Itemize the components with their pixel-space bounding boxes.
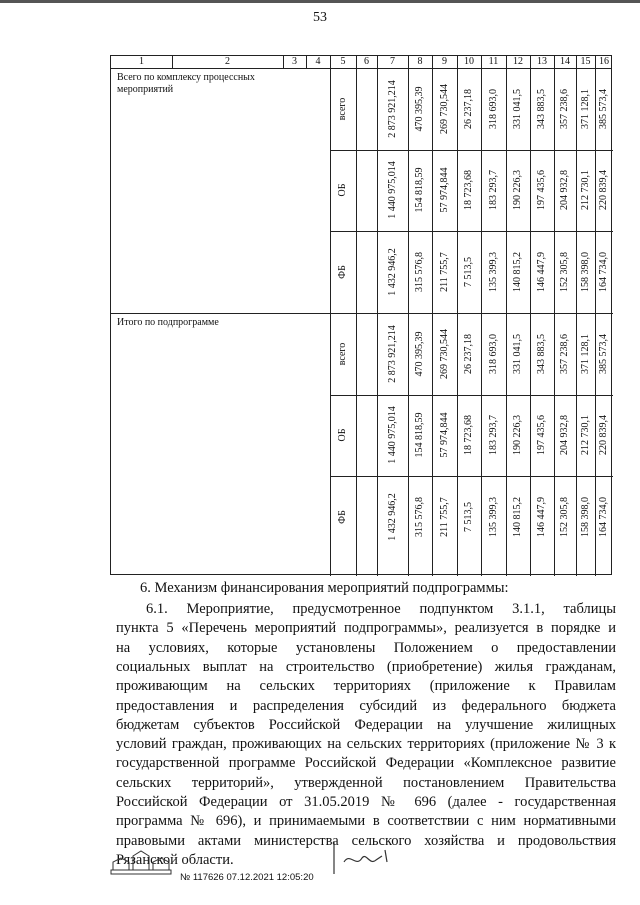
header-col-15: 15 (580, 56, 591, 67)
value-cell: 152 305,8 (559, 496, 570, 537)
value-cell: 57 974,844 (438, 167, 450, 213)
paragraph-line: правовыми актами министерства сельского хозяйства и продовольствия (116, 832, 616, 849)
table-header-row (111, 56, 611, 69)
paragraph-line: Рязанской области. (116, 851, 234, 868)
row-divider (330, 150, 613, 151)
paragraph-line: сельских территорий», утвержденной постановлением Правительства (116, 774, 616, 791)
value-cell: 26 237,18 (463, 333, 474, 374)
row-divider (330, 231, 613, 232)
value-cell: 190 226,3 (512, 170, 523, 211)
value-cell: 154 818,59 (414, 412, 425, 458)
header-col-11: 11 (488, 56, 499, 67)
header-col-7: 7 (390, 56, 395, 67)
col-divider (306, 56, 307, 68)
value-cell: 164 734,0 (598, 251, 609, 292)
paragraph-line: условий граждан, проживающих на сельских территориях (приложение № 3 к (116, 736, 616, 753)
value-cell: 18 723,68 (463, 415, 474, 456)
header-col-1: 1 (139, 56, 144, 67)
header-col-6: 6 (364, 56, 369, 67)
value-cell: 140 815,2 (512, 251, 523, 292)
value-cell: 269 730,544 (438, 328, 450, 379)
value-cell: 197 435,6 (536, 415, 547, 456)
value-cell: 183 293,7 (487, 415, 499, 456)
value-cell: 269 730,544 (438, 83, 450, 134)
paragraph-line: социальных выплат на строительство (приобретение) жилья гражданам, (116, 658, 616, 675)
value-cell: 315 576,8 (414, 251, 425, 292)
financing-table (110, 55, 612, 575)
value-cell: 371 128,1 (579, 333, 591, 374)
paragraph-line: бюджетам субъектов Российской Федерации на улучшение жилищных (116, 716, 616, 733)
document-footer: № 117626 07.12.2021 12:05:20 (180, 872, 314, 883)
col-divider (457, 56, 458, 576)
col-divider (481, 56, 482, 576)
paragraph-line: 6.1. Мероприятие, предусмотренное подпунктом 3.1.1, таблицы (146, 601, 616, 617)
header-col-9: 9 (442, 56, 447, 67)
value-cell: 1 432 946,2 (386, 493, 398, 541)
col-divider (377, 56, 378, 576)
value-cell: 1 440 975,014 (386, 406, 398, 464)
group-label: Всего по комплексу процессных мероприятий (117, 72, 255, 95)
value-cell: 135 399,3 (487, 251, 499, 292)
value-cell: 146 447,9 (536, 496, 547, 537)
value-cell: 164 734,0 (598, 496, 609, 537)
value-cell: 26 237,18 (463, 88, 474, 129)
emblem-stamp-icon (107, 848, 173, 876)
row-divider (330, 395, 613, 396)
value-cell: 183 293,7 (487, 170, 499, 211)
value-cell: 146 447,9 (536, 251, 547, 292)
col-divider (530, 56, 531, 576)
value-cell: 152 305,8 (559, 251, 570, 292)
col-divider (356, 56, 357, 576)
group-label: Итого по подпрограмме (117, 317, 219, 328)
value-cell: 190 226,3 (512, 415, 523, 456)
value-cell: 357 238,6 (559, 88, 570, 129)
col-divider (330, 56, 331, 576)
value-cell: 220 839,4 (598, 415, 609, 456)
value-cell: 331 041,5 (512, 333, 523, 374)
paragraph-line: проживающим на сельских территориях (приложение к Правилам (116, 678, 616, 695)
header-col-14: 14 (560, 56, 570, 67)
top-scan-edge (0, 0, 640, 3)
source-label: ОБ (337, 183, 348, 197)
header-col-16: 16 (599, 56, 609, 67)
value-cell: 140 815,2 (512, 496, 523, 537)
value-cell: 343 883,5 (536, 88, 547, 129)
paragraph-line: программа № 696), и принимаемыми в соответствии с ним нормативными (116, 813, 616, 830)
header-col-8: 8 (417, 56, 423, 67)
paragraph-line: предоставления и распределения субсидий из федерального бюджета (116, 697, 616, 714)
value-cell: 212 730,1 (579, 415, 591, 456)
source-label: всего (337, 342, 348, 366)
header-col-12: 12 (513, 56, 523, 67)
value-cell: 1 440 975,014 (386, 161, 398, 219)
paragraph-line: Российской Федерации от 31.05.2019 № 696 (далее - государственная (116, 794, 616, 810)
value-cell: 135 399,3 (487, 496, 499, 537)
value-cell: 7 513,5 (463, 256, 474, 287)
value-cell: 357 238,6 (559, 333, 570, 374)
header-col-3: 3 (292, 56, 297, 67)
group-divider (111, 313, 613, 314)
col-divider (554, 56, 555, 576)
value-cell: 212 730,1 (579, 170, 591, 211)
value-cell: 7 513,5 (463, 501, 474, 532)
value-cell: 204 932,8 (559, 415, 570, 456)
section-heading: 6. Механизм финансирования мероприятий подпрограммы: (140, 580, 509, 596)
col-divider (432, 56, 433, 576)
value-cell: 470 395,39 (414, 331, 425, 377)
value-cell: 318 693,0 (487, 333, 499, 374)
row-divider (330, 476, 613, 477)
value-cell: 1 432 946,2 (386, 248, 398, 296)
header-col-10: 10 (464, 56, 474, 67)
value-cell: 154 818,59 (414, 167, 425, 213)
value-cell: 318 693,0 (487, 88, 499, 129)
source-label: ОБ (337, 428, 348, 442)
col-divider (576, 56, 577, 576)
value-cell: 18 723,68 (463, 170, 474, 211)
value-cell: 211 755,7 (438, 251, 450, 292)
header-col-5: 5 (340, 56, 346, 67)
value-cell: 158 398,0 (579, 251, 591, 292)
value-cell: 385 573,4 (598, 333, 609, 374)
page-number: 53 (313, 10, 327, 25)
value-cell: 197 435,6 (536, 170, 547, 211)
source-label: всего (337, 97, 348, 121)
header-col-2: 2 (225, 56, 230, 67)
value-cell: 2 873 921,214 (386, 80, 398, 138)
value-cell: 315 576,8 (414, 496, 425, 537)
header-col-4: 4 (315, 56, 321, 67)
header-col-13: 13 (537, 56, 547, 67)
col-divider (595, 56, 596, 576)
value-cell: 220 839,4 (598, 170, 609, 211)
col-divider (172, 56, 173, 68)
value-cell: 211 755,7 (438, 496, 450, 537)
col-divider (408, 56, 409, 576)
source-label: ФБ (337, 509, 348, 524)
value-cell: 158 398,0 (579, 496, 591, 537)
value-cell: 343 883,5 (536, 333, 547, 374)
signature-icon (330, 838, 392, 878)
col-divider (506, 56, 507, 576)
paragraph-line: пункта 5 «Перечень мероприятий подпрограммы», реализуется в порядке и (116, 620, 616, 637)
value-cell: 204 932,8 (559, 170, 570, 211)
value-cell: 385 573,4 (598, 88, 609, 129)
paragraph-line: государственной программе Российской Федерации «Комплексное развитие (116, 755, 616, 772)
source-label: ФБ (337, 264, 348, 279)
value-cell: 371 128,1 (579, 88, 591, 129)
col-divider (283, 56, 284, 68)
paragraph-line: на условиях, которые установлены Положением о предоставлении (116, 639, 616, 656)
value-cell: 57 974,844 (438, 412, 450, 458)
value-cell: 331 041,5 (512, 88, 523, 129)
value-cell: 470 395,39 (414, 86, 425, 132)
value-cell: 2 873 921,214 (386, 325, 398, 383)
